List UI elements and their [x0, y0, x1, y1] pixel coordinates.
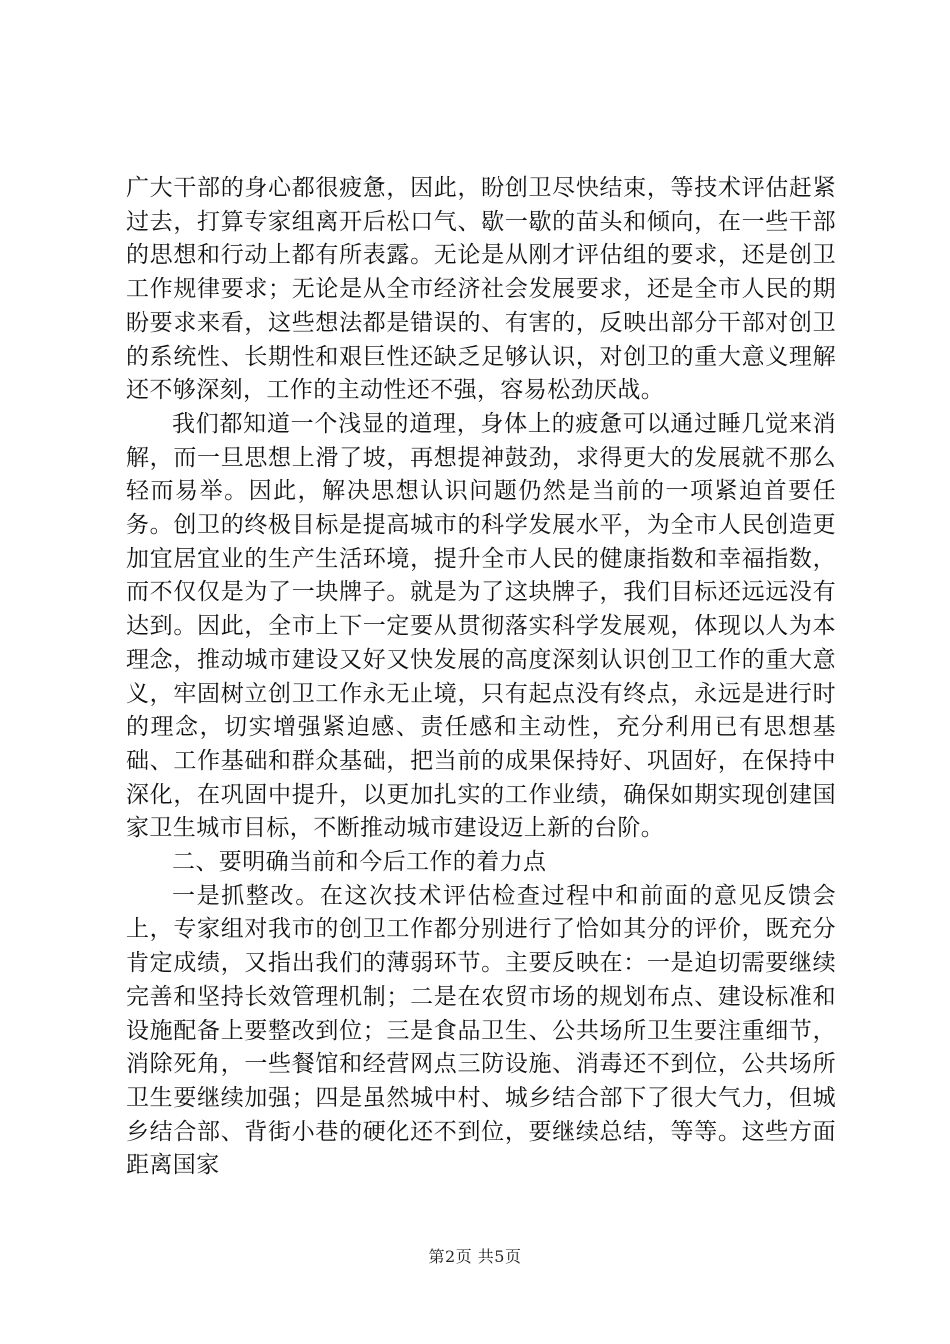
- document-body: [126, 172, 836, 1183]
- paragraph-rectification: 一是抓整改。在这次技术评估检查过程中和前面的意见反馈会上，专家组对我市的创卫工作都分别进行了恰如其分的评价，既充分肯定成绩，又指出我们的薄弱环节。主要反映在：一是迫切需要继续完善和坚持长效管理机制；二是在农贸市场的规划布点、建设标准和设施配备上要整改到位；三是食品卫生、公共场所卫生要注重细节，消除死角，一些餐馆和经营网点三防设施、消毒还不到位，公共场所卫生要继续加强；四是虽然城中村、城乡结合部下了很大气力，但城乡结合部、背街小巷的硬化还不到位，要继续总结，等等。这些方面距离国家: [126, 882, 836, 1179]
- paragraph-continuation: 广大干部的身心都很疲惫，因此，盼创卫尽快结束，等技术评估赶紧过去，打算专家组离开后松口气、歇一歇的苗头和倾向，在一些干部的思想和行动上都有所表露。无论是从刚才评估组的要求，还是创卫工作规律要求；无论是从全市经济社会发展要求，还是全市人民的期盼要求来看，这些想法都是错误的、有害的，反映出部分干部对创卫的系统性、长期性和艰巨性还缺乏足够认识，对创卫的重大意义理解还不够深刻，工作的主动性还不强，容易松劲厌战。: [126, 175, 836, 404]
- paragraph-thinking: 我们都知道一个浅显的道理，身体上的疲惫可以通过睡几觉来消解，而一旦思想上滑了坡，再想提神鼓劲，求得更大的发展就不那么轻而易举。因此，解决思想认识问题仍然是当前的一项紧迫首要任务。创卫的终极目标是提高城市的科学发展水平，为全市人民创造更加宜居宜业的生产生活环境，提升全市人民的健康指数和幸福指数，而不仅仅是为了一块牌子。就是为了这块牌子，我们目标还远远没有达到。因此，全市上下一定要从贯彻落实科学发展观，体现以人为本理念，推动城市建设又好又快发展的高度深刻认识创卫工作的重大意义，牢固树立创卫工作永无止境，只有起点没有终点，永远是进行时的理念，切实增强紧迫感、责任感和主动性，充分利用已有思想基础、工作基础和群众基础，把当前的成果保持好、巩固好，在保持中深化，在巩固中提升，以更加扎实的工作业绩，确保如期实现创建国家卫生城市目标，不断推动城市建设迈上新的台阶。: [126, 410, 836, 842]
- section-heading: 二、要明确当前和今后工作的着力点: [172, 849, 547, 876]
- page-footer: 第2页 共5页: [428, 1247, 522, 1266]
